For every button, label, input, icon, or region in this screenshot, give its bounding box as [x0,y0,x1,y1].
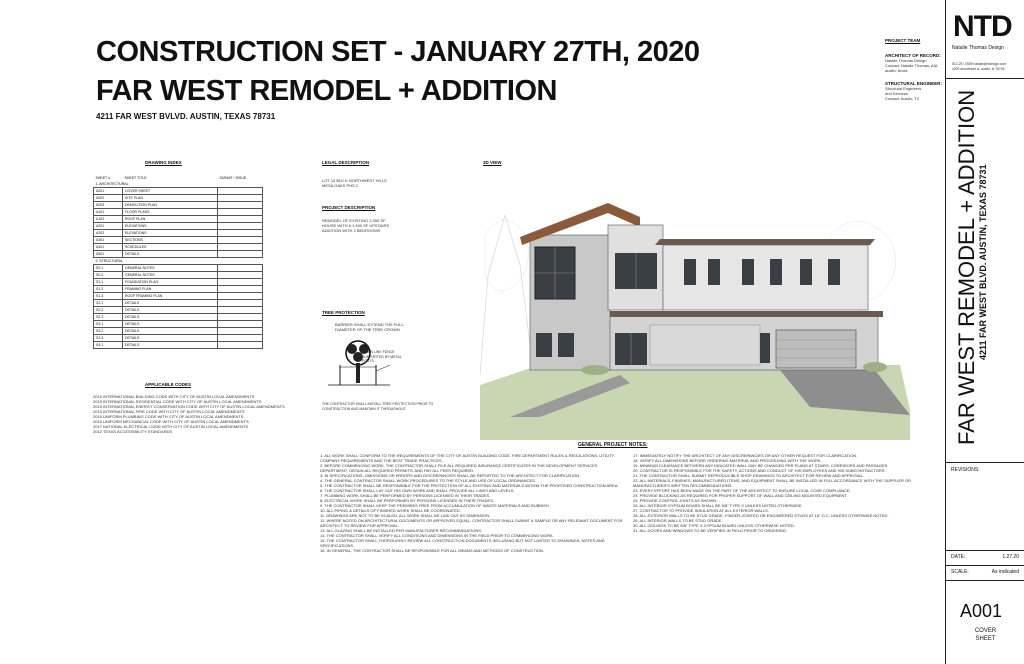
cell: S0.2 [94,272,123,279]
project-description-heading: PROJECT DESCRIPTION [322,205,376,210]
cell: S2.1 [94,300,123,307]
cell: GENERAL NOTES [123,272,218,279]
sheet-number: A001 [960,601,1003,621]
note-item: 11. DRAWINGS ARE NOT TO BE SCALED. ALL WORK SHALL BE LAID OUT BY DIMENSION. [320,513,491,518]
cell: DETAILS [123,321,218,328]
note-item: 29. ALL INTERIOR WALLS TO BE STUD GRADE. [633,518,723,523]
cell: DEMOLITION PLAN [123,202,218,209]
note-item: 10. ALL PIPING & DETAILS OF FINISHED WORK SHALL BE COORDINATED. [320,508,461,513]
architect-line: Natalie Thomas Design [885,58,927,63]
cell: COVER SHEET [123,188,218,195]
project-team-heading: PROJECT TEAM [885,38,921,43]
note-item: 22. ALL MATERIALS, FINISHES, MANUFACTURED ITEMS, AND EQUIPMENT SHALL BE INSTALLED IN FULL ACCORDANCE WITH THE SUPPLIER OR MANUFACTURER'S WRITTEN RECOMMENDATIONS. [633,478,911,488]
table-row [94,293,263,300]
divider [946,462,1024,463]
cell: S3.3 [94,335,123,342]
shrub [863,362,887,372]
project-address: 4211 FAR WEST BVLVD. AUSTIN, TEXAS 78731 [96,112,276,121]
cell: S4.1 [94,342,123,349]
tree-protection-footnote: THE CONTRACTOR SHALL INSTALL TREE PROTECTION PRIOR TO CONSTRUCTION AND MAINTAIN IT THROUGHOUT. [322,402,434,411]
general-notes-right [633,453,923,533]
note-item: 31. ALL DOORS AND WINDOWS TO BE VERIFIED IN FIELD PRIOR TO ORDERING. [633,528,788,533]
cell: DETAILS [123,300,218,307]
divider [946,580,1024,581]
tree-protection-note: BARRIER SHALL EXTEND THE FULL DIAMETER OF THE TREE CROWN [335,322,404,332]
note-item: 26. ALL INTERIOR GYPSUM BOARD SHALL BE 5/8" TYPE X UNLESS NOTED OTHERWISE. [633,503,803,508]
note-item: 20. CONTRACTOR IS RESPONSIBLE FOR THE SAFETY, ACTIONS AND CONDUCT OF HIS EMPLOYEES AND HIS SUBCONTRACTORS. [633,468,886,473]
divider [946,78,1024,79]
list-item: 2015 UNIFORM MECHANICAL CODE WITH CITY OF AUSTIN LOCAL AMENDMENTS [93,419,249,424]
table-row [94,202,263,209]
firm-name: Natalie Thomas Design [952,45,1004,51]
note-item: 21. THE CONTRACTOR SHALL SUBMIT REPRODUCIBLE SHOP DRAWINGS TO ARCHITECT FOR REVIEW AND APPROVAL. [633,473,864,478]
list-item: 2015 INTERNATIONAL ENERGY CONSERVATION CODE WITH CITY OF AUSTIN LOCAL AMENDMENTS [93,404,285,409]
col-header: SUBMIT / ISSUE [219,175,247,180]
cell: S0.1 [94,265,123,272]
list-item: 2015 INTERNATIONAL RESIDENTIAL CODE WITH CITY OF AUSTIN LOCAL AMENDMENTS [93,399,262,404]
revisions-label: REVISIONS: [951,467,980,473]
applicable-codes-list [93,394,313,434]
sheet-name-line: SHEET [975,636,996,642]
sheet-title: CONSTRUCTION SET - JANUARY 27TH, 2020 [96,36,700,68]
general-notes-left [320,453,625,553]
firm-contact [952,62,1022,71]
table-row [94,188,263,195]
note-item: 19. MINIMUM CLEARANCE BETWEEN ANY INDICATED WALL MAY BE CHANGED PER PLANS AT STAIRS, CORRIDORS AND PASSAGES. [633,463,889,468]
divider [946,550,1024,551]
porch-roof [608,311,883,317]
project-name-vertical: FAR WEST REMODEL + ADDITION [954,89,979,445]
list-item: 2017 NATIONAL ELECTRICAL CODE WITH CITY OF AUSTIN LOCAL AMENDMENTS [93,424,248,429]
cell: ROOF FRAMING PLAN [123,293,218,300]
legal-heading: LEGAL DESCRIPTION [322,160,370,165]
architect-heading: ARCHITECT OF RECORD: [885,53,941,58]
engineer-heading: STRUCTURAL ENGINEER: [885,81,942,86]
cell: GENERAL NOTES [123,265,218,272]
cell: S3.2 [94,328,123,335]
upper-roof [655,239,875,245]
cell: S2.2 [94,307,123,314]
note-item: 15. THE CONTRACTOR SHALL THOROUGHLY REVIEW ALL CONSTRUCTION DOCUMENTS INCLUDING BUT NOT LIMITED TO DRAWINGS, NOTES AND SPECIFICATIONS. [320,538,605,548]
table-row [94,223,263,230]
table-row [94,314,263,321]
note-item: 25. PROVIDE CONTROL JOINTS AS SHOWN. [633,498,718,503]
cell: DETAILS [123,314,218,321]
applicable-codes-heading: APPLICABLE CODES [145,382,192,387]
note-item: 4. THE GENERAL CONTRACTOR SHALL WORK PROCEDURES TO THE STYLE AND USE OF LOCAL ORDINANCES. [320,478,536,483]
porch [650,325,760,365]
shrub [581,365,609,375]
cell: ELEVATIONS [123,223,218,230]
cell: FLOOR PLANS [123,209,218,216]
table-row [94,230,263,237]
cell: SITE PLAN [123,195,218,202]
cell: DETAILS [123,307,218,314]
table-row [94,209,263,216]
note-item: 2. BEFORE COMMENCING WORK, THE CONTRACTOR SHALL FILE ALL REQUIRED INSURANCE CERTIFICATES IN THE DEVELOPMENT SERVICES DEPARTMENT, OBTAIN ALL REQUIRED PERMITS, AND PAY ALL FEES REQUIRED. [320,463,598,473]
general-notes-heading: GENERAL PROJECT NOTES: [578,442,648,448]
tree-protection-diagram [318,335,418,405]
cell: SCHEDULES [123,244,218,251]
table-row [94,321,263,328]
note-item: 30. ALL CEILINGS TO BE 5/8" TYPE X GYPSUM BOARD UNLESS OTHERWISE NOTED. [633,523,795,528]
project-team [885,38,943,101]
tree-protection-heading: TREE PROTECTION [322,310,365,315]
note-item: 14. THE CONTRACTOR SHALL VERIFY ALL CONDITIONS AND DIMENSIONS IN THE FIELD PRIOR TO COMMENCING WORK. [320,533,554,538]
date-label: DATE: [951,554,966,560]
section-label: 2. STRUCTURAL [95,258,123,263]
project-title: FAR WEST REMODEL + ADDITION [96,75,557,107]
table-row [94,307,263,314]
contact-line: 4209 arrowhead ct. austin, tx 78745 [952,66,1005,71]
col-header: SHEET # [95,175,111,180]
scale-label: SCALE: [951,569,969,575]
note-item: 16. IN GENERAL, THE CONTRACTOR SHALL BE RESPONSIBLE FOR ALL MEANS AND METHODS OF CONSTRUCTION. [320,548,545,553]
table-row [94,279,263,286]
table-row [94,335,263,342]
cell: A301 [94,237,123,244]
cell: S2.3 [94,314,123,321]
table-row [94,195,263,202]
cell: SECTIONS [123,237,218,244]
engineer-line: and Services [885,91,909,96]
cell: A401 [94,244,123,251]
cell: ROOF PLAN [123,216,218,223]
engineer-line: Contact: Austin, TX [885,96,920,101]
sheet-name [946,627,1024,643]
table-row [94,251,263,258]
note-item: 23. EVERY EFFORT HAS BEEN MADE ON THE PART OF THE ARCHITECT TO ENSURE LOCAL CODE COMPLIANCE. [633,488,851,493]
cell: DETAILS [123,342,218,349]
drawing-index-heading: DRAWING INDEX [145,160,182,165]
cell: DETAILS [123,335,218,342]
title-block [945,0,1024,664]
col-header: SHEET TITLE [124,175,147,180]
note-item: 3. IN SPECIFICATIONS, OMISSIONS OR ERRORS AND DISCREPANCIES SHALL BE REPORTED TO THE ARCHITECT FOR CLARIFICATION. [320,473,581,478]
scale-value: As indicated [991,569,1019,575]
note-item: 8. ELECTRICAL WORK SHALL BE PERFORMED BY PERSONS LICENSED IN THEIR TRADES. [320,498,494,503]
note-item: 12. WHERE NOTED ON ARCHITECTURAL DOCUMENTS OR APPROVED EQUAL, CONTRACTOR SHALL SUBMIT A SAMPLE OR ANY RELEVANT DOCUMENT FOR ARCHITECT TO REVIEW FOR APPROVAL. [320,518,623,528]
cell: S3.1 [94,321,123,328]
note-item: 9. THE CONTRACTOR SHALL KEEP THE PREMISES FREE FROM ACCUMULATION OF WASTE MATERIALS AND RUBBISH. [320,503,550,508]
view-3d-heading: 3D VIEW [483,160,502,165]
list-item: 2015 UNIFORM PLUMBING CODE WITH CITY OF AUSTIN LOCAL AMENDMENTS [93,414,244,419]
cell: A201 [94,223,123,230]
list-item: 2012 TEXAS ACCESSIBILITY STANDARDS [93,429,173,434]
cell: S1.1 [94,279,123,286]
cell: A101 [94,209,123,216]
cell: S1.2 [94,286,123,293]
cell: A002 [94,195,123,202]
cell: S1.3 [94,293,123,300]
table-row [94,286,263,293]
cell: A202 [94,230,123,237]
house-rendering [480,175,910,440]
project-address-vertical: 4211 FAR WEST BLVD. AUSTIN, TEXAS 78731 [978,164,988,360]
note-item: 17. IMMEDIATELY NOTIFY THE ARCHITECT OF ANY DISCREPANCIES OR ANY OTHER REQUEST FOR CLARIFICATION. [633,453,858,458]
table-row [94,300,263,307]
note-item: 18. VERIFY ALL DIMENSIONS BEFORE ORDERING MATERIAL AND PROCEEDING WITH THE WORK. [633,458,822,463]
architect-line: Contact: Natalie Thomas, AIA [885,63,938,68]
legal-text: LOT 13 BLK K NORTHWEST HILLS MESA OAKS PHS 2 [322,178,387,188]
architect-line: austin, texas [885,68,908,73]
cell: A102 [94,216,123,223]
tower-window-lower [536,333,552,357]
note-item: 27. CONTRACTOR TO PROVIDE INSULATION AT ALL EXTERIOR WALLS. [633,508,769,513]
project-description-text: REMODEL OF EXISTING 2,350 SF HOUSE WITH A 1,400 SF UPSTAIRS ADDITION WITH 2 BEDROOMS [322,218,390,233]
cell: A001 [94,188,123,195]
table-row [94,272,263,279]
cell: ELEVATIONS [123,230,218,237]
note-item: 28. ALL EXTERIOR WALLS TO BE STUD GRADE, FINGER-JOINTED OR ENGINEERED STUDS AT 16" O.C. UNLESS OTHERWISE NOTED. [633,513,889,518]
list-item: 2015 INTERNATIONAL BUILDING CODE WITH CITY OF AUSTIN LOCAL AMENDMENTS [93,394,255,399]
section-label: 1. ARCHITECTURAL [95,181,129,186]
fence-label: CHAIN LINK FENCE SUPPORTED BY METAL POSTS [362,350,402,363]
note-item: 5. THE CONTRACTOR SHALL BE RESPONSIBLE FOR THE PROTECTION OF ALL EXISTING AND MATERIALS WITHIN THE PROPOSED CONSTRUCTION AREA. [320,483,619,488]
divider [946,565,1024,566]
cell: FRAMING PLAN [123,286,218,293]
table-row [94,265,263,272]
date-value: 1.27.20 [1002,554,1019,560]
note-item: 13. ALL GLAZING SHALL BE INSTALLED PER MANUFACTURER RECOMMENDATIONS. [320,528,483,533]
cell: DETAILS [123,251,218,258]
note-item: 24. PROVIDE BLOCKING AS REQUIRED FOR PROPER SUPPORT OF WALL AND CEILING MOUNTED EQUIPMENT. [633,493,848,498]
cell: A501 [94,251,123,258]
note-item: 1. ALL WORK SHALL CONFORM TO THE REQUIREMENTS OF THE CITY OF AUSTIN BUILDING CODE, FIRE DEPARTMENT RULES & REGULATIONS, UTILITY COMPANY REQUIREMENTS AND THE BEST TRADE PRACTICES. [320,453,615,463]
cell: A003 [94,202,123,209]
drawing-index-table [93,175,263,349]
table-row [94,216,263,223]
table-row [94,328,263,335]
engineer-line: Structural Engineers [885,86,922,91]
table-row [94,244,263,251]
table-row [94,342,263,349]
firm-logo: NTD [953,10,1012,43]
cell: FOUNDATION PLAN [123,279,218,286]
sheet-name-line: COVER [974,628,997,634]
cell: DETAILS [123,328,218,335]
contact-line: 512-297-0589 natalie@ntdesign.com [952,62,1007,66]
table-row [94,237,263,244]
note-item: 6. THE CONTRACTOR SHALL LAY OUT HIS OWN WORK AND SHALL PROVIDE ALL LINES AND LEVELS. [320,488,515,493]
note-item: 7. PLUMBING WORK SHALL BE PERFORMED BY PERSONS LICENSED IN THEIR TRADES. [320,493,491,498]
list-item: 2015 INTERNATIONAL FIRE CODE WITH CITY OF AUSTIN LOCAL AMENDMENTS [93,409,245,414]
